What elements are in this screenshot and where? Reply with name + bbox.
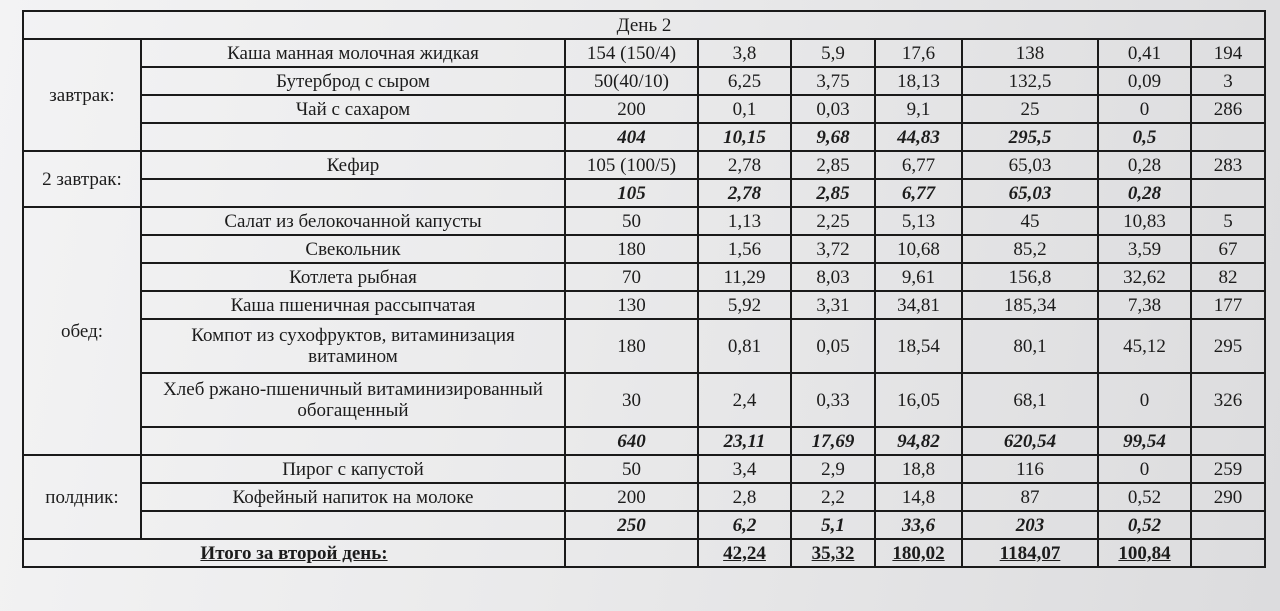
value-cell: 68,1 [962, 373, 1098, 427]
meal-label: завтрак: [23, 39, 141, 151]
value-cell: 18,54 [875, 319, 962, 373]
empty-cell [1191, 539, 1265, 567]
value-cell: 0,1 [698, 95, 791, 123]
value-cell: 11,29 [698, 263, 791, 291]
value-cell: 25 [962, 95, 1098, 123]
value-cell: 138 [962, 39, 1098, 67]
value-cell: 80,1 [962, 319, 1098, 373]
value-cell: 185,34 [962, 291, 1098, 319]
value-cell: 2,25 [791, 207, 875, 235]
grand-total-value: 100,84 [1098, 539, 1191, 567]
value-cell: 34,81 [875, 291, 962, 319]
table-row [23, 263, 1265, 291]
grand-total-value: 42,24 [698, 539, 791, 567]
empty-cell [1191, 123, 1265, 151]
value-cell: 0,81 [698, 319, 791, 373]
dish-name: Бутерброд с сыром [141, 67, 565, 95]
value-cell: 5,13 [875, 207, 962, 235]
value-cell: 0,03 [791, 95, 875, 123]
dish-name: Каша пшеничная рассыпчатая [141, 291, 565, 319]
subtotal-value: 5,1 [791, 511, 875, 539]
value-cell: 0 [1098, 373, 1191, 427]
value-cell: 2,85 [791, 151, 875, 179]
value-cell: 0 [1098, 455, 1191, 483]
portion-cell: 50 [565, 455, 698, 483]
subtotal-value: 33,6 [875, 511, 962, 539]
portion-cell: 180 [565, 319, 698, 373]
table-row [23, 483, 1265, 511]
table-row [23, 319, 1265, 373]
day-title: День 2 [23, 11, 1265, 39]
subtotal-portion: 250 [565, 511, 698, 539]
empty-cell [1191, 179, 1265, 207]
recipe-number: 67 [1191, 235, 1265, 263]
dish-name: Кофейный напиток на молоке [141, 483, 565, 511]
value-cell: 65,03 [962, 151, 1098, 179]
dish-name: Кефир [141, 151, 565, 179]
grand-total-label: Итого за второй день: [23, 539, 565, 567]
recipe-number: 326 [1191, 373, 1265, 427]
value-cell: 1,13 [698, 207, 791, 235]
table-row [23, 373, 1265, 427]
value-cell: 7,38 [1098, 291, 1191, 319]
empty-cell [141, 179, 565, 207]
value-cell: 2,8 [698, 483, 791, 511]
recipe-number: 194 [1191, 39, 1265, 67]
recipe-number: 290 [1191, 483, 1265, 511]
subtotal-value: 0,52 [1098, 511, 1191, 539]
subtotal-value: 6,2 [698, 511, 791, 539]
dish-name: Пирог с капустой [141, 455, 565, 483]
empty-cell [141, 123, 565, 151]
value-cell: 32,62 [1098, 263, 1191, 291]
recipe-number: 295 [1191, 319, 1265, 373]
empty-cell [141, 427, 565, 455]
recipe-number: 286 [1191, 95, 1265, 123]
recipe-number: 259 [1191, 455, 1265, 483]
subtotal-portion: 105 [565, 179, 698, 207]
meal-label: 2 завтрак: [23, 151, 141, 207]
value-cell: 85,2 [962, 235, 1098, 263]
subtotal-value: 99,54 [1098, 427, 1191, 455]
grand-total-row [23, 539, 1265, 567]
grand-total-value: 35,32 [791, 539, 875, 567]
table-row [23, 67, 1265, 95]
value-cell: 10,68 [875, 235, 962, 263]
value-cell: 6,77 [875, 151, 962, 179]
dish-name: Хлеб ржано-пшеничный витаминизированный обогащенный [141, 373, 565, 427]
value-cell: 0 [1098, 95, 1191, 123]
grand-total-value: 180,02 [875, 539, 962, 567]
table-row [23, 235, 1265, 263]
subtotal-value: 10,15 [698, 123, 791, 151]
value-cell: 0,33 [791, 373, 875, 427]
value-cell: 3,31 [791, 291, 875, 319]
value-cell: 0,28 [1098, 151, 1191, 179]
value-cell: 45 [962, 207, 1098, 235]
recipe-number: 177 [1191, 291, 1265, 319]
menu-table [22, 10, 1266, 568]
value-cell: 0,41 [1098, 39, 1191, 67]
value-cell: 2,2 [791, 483, 875, 511]
recipe-number: 5 [1191, 207, 1265, 235]
dish-name: Котлета рыбная [141, 263, 565, 291]
subtotal-row [23, 179, 1265, 207]
subtotal-value: 9,68 [791, 123, 875, 151]
subtotal-value: 2,78 [698, 179, 791, 207]
table-row [23, 207, 1265, 235]
value-cell: 2,4 [698, 373, 791, 427]
meal-label: обед: [23, 207, 141, 455]
value-cell: 16,05 [875, 373, 962, 427]
value-cell: 0,52 [1098, 483, 1191, 511]
recipe-number: 3 [1191, 67, 1265, 95]
subtotal-value: 23,11 [698, 427, 791, 455]
subtotal-row [23, 427, 1265, 455]
subtotal-portion: 404 [565, 123, 698, 151]
dish-name: Каша манная молочная жидкая [141, 39, 565, 67]
value-cell: 87 [962, 483, 1098, 511]
value-cell: 3,4 [698, 455, 791, 483]
value-cell: 132,5 [962, 67, 1098, 95]
value-cell: 14,8 [875, 483, 962, 511]
portion-cell: 130 [565, 291, 698, 319]
value-cell: 45,12 [1098, 319, 1191, 373]
subtotal-value: 0,28 [1098, 179, 1191, 207]
subtotal-row [23, 123, 1265, 151]
dish-name: Компот из сухофруктов, витаминизация витамином [141, 319, 565, 373]
subtotal-value: 17,69 [791, 427, 875, 455]
dish-name: Салат из белокочанной капусты [141, 207, 565, 235]
value-cell: 1,56 [698, 235, 791, 263]
value-cell: 2,9 [791, 455, 875, 483]
subtotal-value: 620,54 [962, 427, 1098, 455]
value-cell: 17,6 [875, 39, 962, 67]
portion-cell: 105 (100/5) [565, 151, 698, 179]
value-cell: 9,61 [875, 263, 962, 291]
empty-cell [1191, 427, 1265, 455]
value-cell: 0,05 [791, 319, 875, 373]
subtotal-value: 6,77 [875, 179, 962, 207]
value-cell: 116 [962, 455, 1098, 483]
table-row [23, 151, 1265, 179]
portion-cell: 154 (150/4) [565, 39, 698, 67]
value-cell: 18,13 [875, 67, 962, 95]
portion-cell: 200 [565, 95, 698, 123]
portion-cell: 180 [565, 235, 698, 263]
subtotal-value: 94,82 [875, 427, 962, 455]
value-cell: 9,1 [875, 95, 962, 123]
empty-cell [1191, 511, 1265, 539]
subtotal-value: 0,5 [1098, 123, 1191, 151]
dish-name: Свекольник [141, 235, 565, 263]
subtotal-value: 44,83 [875, 123, 962, 151]
portion-cell: 50 [565, 207, 698, 235]
value-cell: 2,78 [698, 151, 791, 179]
value-cell: 5,92 [698, 291, 791, 319]
dish-name: Чай с сахаром [141, 95, 565, 123]
meal-label: полдник: [23, 455, 141, 539]
value-cell: 8,03 [791, 263, 875, 291]
value-cell: 0,09 [1098, 67, 1191, 95]
portion-cell: 50(40/10) [565, 67, 698, 95]
table-row [23, 95, 1265, 123]
day-header-row [23, 11, 1265, 39]
grand-total-value: 1184,07 [962, 539, 1098, 567]
value-cell: 18,8 [875, 455, 962, 483]
recipe-number: 283 [1191, 151, 1265, 179]
table-row [23, 39, 1265, 67]
value-cell: 6,25 [698, 67, 791, 95]
portion-cell: 70 [565, 263, 698, 291]
value-cell: 10,83 [1098, 207, 1191, 235]
recipe-number: 82 [1191, 263, 1265, 291]
table-row [23, 291, 1265, 319]
value-cell: 3,75 [791, 67, 875, 95]
empty-cell [565, 539, 698, 567]
value-cell: 3,72 [791, 235, 875, 263]
value-cell: 3,8 [698, 39, 791, 67]
value-cell: 5,9 [791, 39, 875, 67]
subtotal-value: 65,03 [962, 179, 1098, 207]
subtotal-portion: 640 [565, 427, 698, 455]
subtotal-value: 295,5 [962, 123, 1098, 151]
table-row [23, 455, 1265, 483]
portion-cell: 30 [565, 373, 698, 427]
portion-cell: 200 [565, 483, 698, 511]
empty-cell [141, 511, 565, 539]
value-cell: 3,59 [1098, 235, 1191, 263]
subtotal-value: 203 [962, 511, 1098, 539]
value-cell: 156,8 [962, 263, 1098, 291]
subtotal-value: 2,85 [791, 179, 875, 207]
subtotal-row [23, 511, 1265, 539]
